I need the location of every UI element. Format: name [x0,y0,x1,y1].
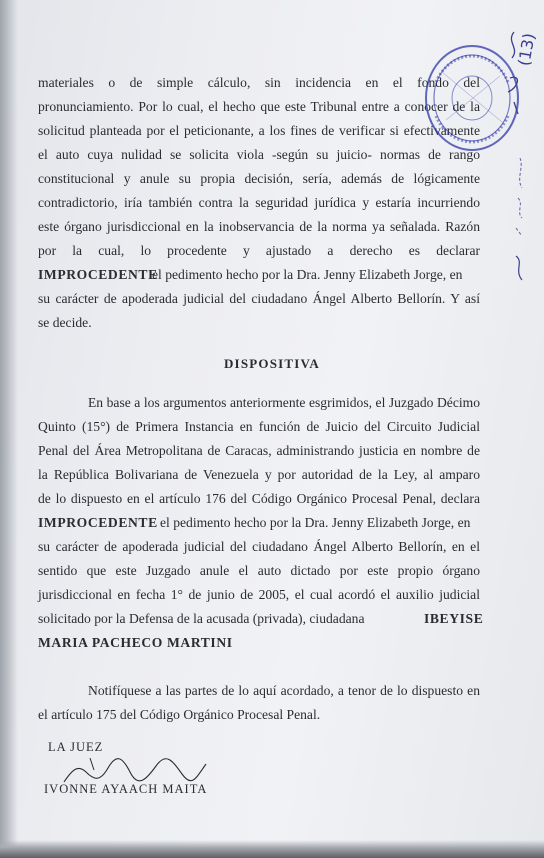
text-line [0,632,544,654]
text-line: por la cual, lo procedente y ajustado a derecho es declarar [38,243,480,258]
text-line: pronunciamiento. Por lo cual, el hecho que este Tribunal entre a conocer de la [38,99,480,114]
judge-name: IVONNE AYAACH MAITA [44,782,208,796]
text-line: Notifíquese a las partes de lo aquí acordado, a tenor de lo dispuesto en [88,683,480,698]
text-line: su carácter de apoderada judicial del ciudadano Ángel Alberto Bellorín, en el [38,539,480,554]
text-line: se decide. [38,315,92,330]
text-line: jurisdiccional en fecha 1° de junio de 2005, el cual acordó el auxilio judicial [38,587,480,602]
text-line: materiales o de simple cálculo, sin incidencia en el fondo del [38,75,480,90]
text-line: este órgano jurisdiccional en la inobservancia de la norma ya señalada. Razón [38,219,480,234]
ruling-word: IMPROCEDENTE [38,515,158,530]
text-line: el auto cuya nulidad se solicita viola -según su juicio- normas de rango [38,147,480,162]
accused-name: IBEYISE [424,611,484,626]
section-heading: DISPOSITIVA [223,356,321,371]
text-line: IMPROCEDENTE el pedimento hecho por la Dra. Jenny Elizabeth Jorge, en [0,264,544,286]
accused-name: MARIA PACHECO MARTINI [38,635,233,650]
text-line: solicitud planteada por el peticionante, a los fines de verificar si efectivamente [38,123,480,138]
text-line: de lo dispuesto en el artículo 176 del Código Orgánico Procesal Penal, declara [38,491,480,506]
judge-title: LA JUEZ [48,740,104,754]
text-line: Penal del Área Metropolitana de Caracas, administrando justicia en nombre de [38,443,480,458]
text-line: constitucional y anule su propia decisión, sería, además de lógicamente [38,171,480,186]
text-line: IMPROCEDENTE el pedimento hecho por la Dra. Jenny Elizabeth Jorge, en [0,512,544,534]
page-bottom-edge [0,840,544,858]
text-line: Quinto (15°) de Primera Instancia en función de Juicio del Circuito Judicial [38,419,480,434]
text-line: su carácter de apoderada judicial del ciudadano Ángel Alberto Bellorín. Y así [38,291,480,306]
page-number: (13) [514,31,539,68]
text-line: contradictorio, iría también contra la seguridad jurídica y estaría incurriendo [38,195,480,210]
text-line: sentido que este Juzgado anule el auto dictado por este propio órgano [38,563,480,578]
text-line: la República Bolivariana de Venezuela y por autoridad de la Ley, al amparo [38,467,480,482]
ruling-word: IMPROCEDENTE [38,267,158,282]
text-line: solicitado por la Defensa de la acusada (privada), ciudadana IBEYISE [0,608,544,630]
text-line: En base a los argumentos anteriormente esgrimidos, el Juzgado Décimo [88,395,480,410]
text-line: el artículo 175 del Código Orgánico Procesal Penal. [38,707,321,722]
